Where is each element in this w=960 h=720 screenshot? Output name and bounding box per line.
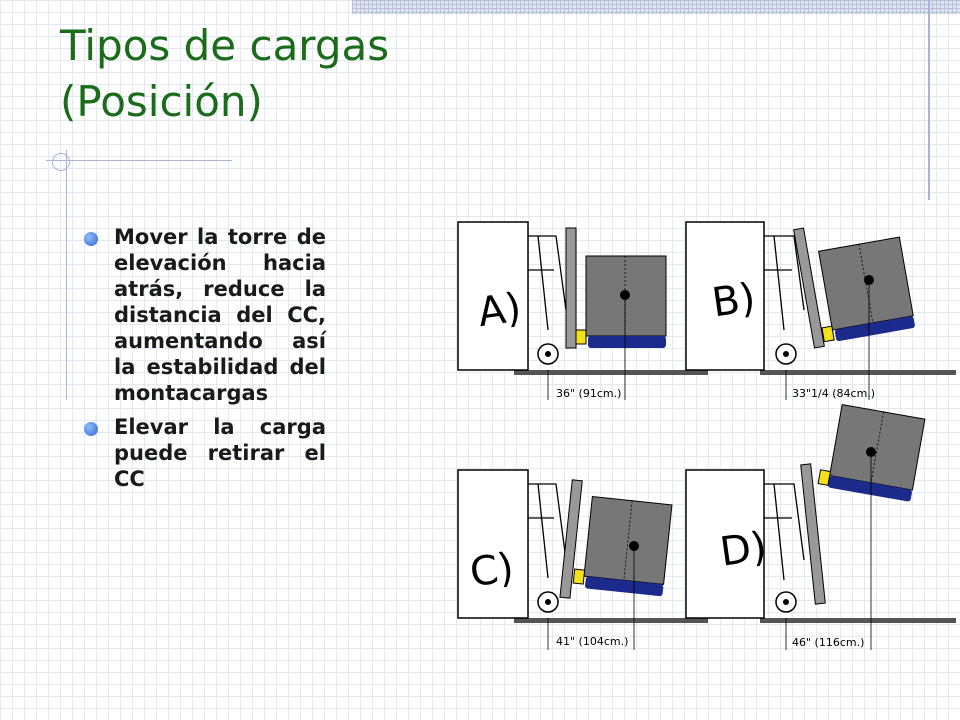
bullet-list (84, 224, 326, 500)
mast (794, 228, 825, 348)
center-of-gravity-icon (866, 447, 876, 457)
dimension-label: 46" (116cm.) (792, 636, 865, 649)
pallet (588, 336, 666, 348)
panel-label: C) (467, 544, 517, 597)
panel-d (684, 404, 944, 654)
panel-b (684, 210, 944, 410)
fork-block (822, 326, 834, 342)
load-box (830, 405, 925, 490)
dimension-label: 36" (91cm.) (556, 387, 622, 400)
panel-a (448, 210, 708, 410)
slide-title (60, 18, 389, 130)
panel-c (448, 460, 708, 660)
forklift-body (458, 470, 528, 618)
dimension-label: 33"1/4 (84cm.) (792, 387, 876, 400)
fork-block (573, 569, 584, 584)
panel-label: D) (717, 523, 770, 576)
floor-line (514, 618, 708, 623)
decorative-top-band (352, 0, 960, 14)
wheel-hub (545, 599, 551, 605)
wheel-hub (783, 599, 789, 605)
mast (566, 228, 576, 348)
mast (801, 464, 826, 604)
decorative-circle (52, 153, 70, 171)
center-of-gravity-icon (629, 541, 639, 551)
wheel-hub (545, 351, 551, 357)
bullet-icon (84, 422, 98, 436)
decorative-horizontal-line (46, 160, 232, 161)
slide-title-line1: Tipos de cargas (60, 21, 390, 70)
forklift-diagram (448, 210, 960, 660)
bullet-item (84, 414, 326, 492)
decorative-right-line (928, 0, 930, 200)
wheel-hub (783, 351, 789, 357)
floor-line (760, 618, 956, 623)
fork-block (576, 330, 586, 344)
dimension-label: 41" (104cm.) (556, 635, 629, 648)
fork-block (818, 470, 830, 486)
overhead-guard (764, 484, 804, 580)
bullet-icon (84, 232, 98, 246)
slide-title-line2: (Posición) (60, 77, 263, 126)
overhead-guard (528, 484, 566, 578)
bullet-text: Elevar la carga puede retirar el CC (114, 415, 326, 491)
overhead-guard (528, 236, 566, 330)
panel-label: B) (709, 274, 759, 327)
bullet-item (84, 224, 326, 406)
floor-line (760, 370, 956, 375)
floor-line (514, 370, 708, 375)
center-of-gravity-icon (864, 275, 874, 285)
decorative-left-line (66, 150, 67, 400)
bullet-text: Mover la torre de elevación hacia atrás, reduce la distancia del CC, aumentando así la estabilidad del montacargas (114, 225, 326, 405)
center-of-gravity-icon (620, 290, 630, 300)
panel-label: A) (475, 284, 525, 337)
